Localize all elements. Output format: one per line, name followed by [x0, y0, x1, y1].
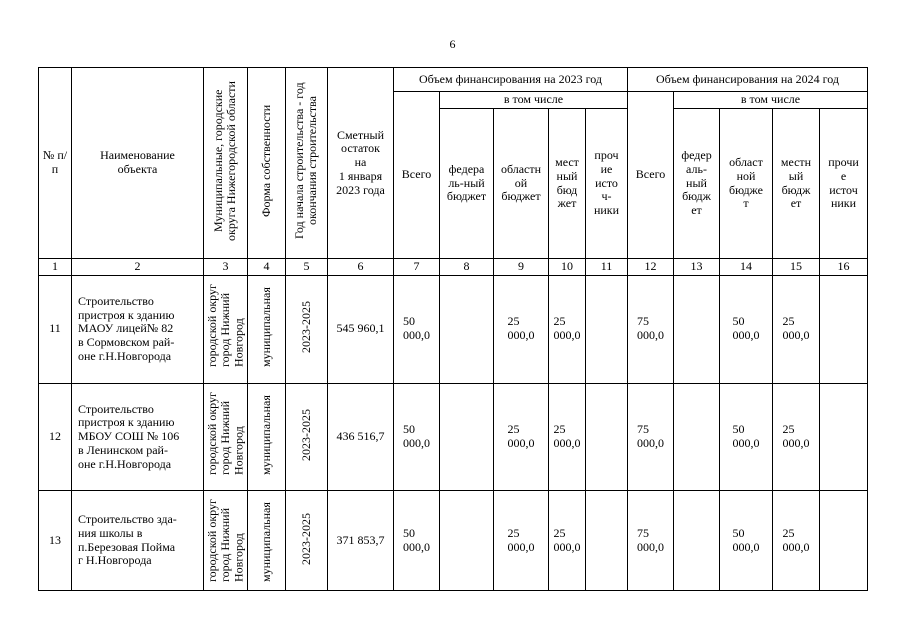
- amount-fed-2023: [440, 275, 494, 383]
- amount-line: 000,0: [732, 328, 760, 343]
- object-name-line: МАОУ лицей№ 82: [78, 321, 174, 336]
- header-no: № п/п: [39, 68, 72, 259]
- column-number: 4: [248, 259, 286, 276]
- municipality-line: город Нижний: [218, 508, 233, 583]
- object-name-line: пристроя к зданию: [78, 307, 175, 322]
- municipality: [204, 383, 248, 491]
- header-balance-line: остаток: [341, 141, 380, 156]
- header-other-2024: [820, 109, 868, 259]
- amount-reg-2024: [720, 383, 773, 491]
- header-federal-2023: [440, 109, 494, 259]
- amount-line: 000,0: [782, 539, 810, 554]
- header-line: источ: [829, 182, 858, 197]
- amount-line: 000,0: [637, 328, 664, 343]
- header-line: е: [840, 168, 847, 183]
- amount-line: 25: [507, 422, 520, 437]
- object-name-line: п.Березовая Пойма: [78, 539, 176, 554]
- column-number: 6: [328, 259, 394, 276]
- object-name-line: МБОУ СОШ № 106: [78, 429, 180, 444]
- header-line: исто: [595, 175, 618, 190]
- object-name-line: в Ленинском рай-: [78, 442, 168, 457]
- column-numbers-row: [39, 259, 868, 276]
- amount-loc-2023: [549, 275, 586, 383]
- amount-line: 000,0: [403, 328, 430, 343]
- amount-line: 000,0: [782, 435, 810, 450]
- object-name-line: Строительство зда-: [78, 512, 177, 527]
- amount-loc-2024: [773, 491, 820, 591]
- object-name-line: оне г.Н.Новгорода: [78, 348, 172, 363]
- estimated-balance: 436 516,7: [328, 383, 394, 491]
- header-line: проч: [594, 148, 619, 163]
- amount-line: 50: [732, 314, 745, 329]
- amount-line: 75: [637, 422, 649, 437]
- header-balance-line: на: [354, 155, 367, 170]
- ownership: [248, 383, 286, 491]
- object-name-line: Строительство: [78, 401, 154, 416]
- header-line: ет: [790, 196, 802, 211]
- header-balance-line: Сметный: [336, 127, 385, 142]
- header-federal-2024: [674, 109, 720, 259]
- page-number: 6: [449, 37, 456, 51]
- amount-line: 25: [507, 314, 520, 329]
- object-name-line: г Н.Новгорода: [78, 553, 152, 568]
- amount-oth-2024: [820, 275, 868, 383]
- municipality-line: город Нижний: [218, 292, 233, 367]
- table-row: [39, 275, 868, 383]
- header-line: жет: [557, 196, 577, 211]
- amount-line: 000,0: [403, 539, 430, 554]
- header-line: федера: [448, 161, 485, 176]
- header-balance-line: 1 января: [338, 168, 383, 183]
- header-line: ет: [691, 203, 702, 218]
- header-line: ники: [830, 196, 857, 211]
- header-line: ники: [593, 203, 620, 218]
- table-row: [39, 383, 868, 491]
- header-line: ный: [686, 175, 707, 190]
- amount-line: 000,0: [637, 539, 664, 554]
- amount-line: 50: [732, 525, 745, 540]
- header-regional-2024: [720, 109, 773, 259]
- amount-loc-2024: [773, 275, 820, 383]
- construction-years: [286, 275, 328, 383]
- amount-line: 25: [553, 422, 566, 437]
- column-number: 8: [440, 259, 494, 276]
- column-number: 7: [394, 259, 440, 276]
- header-line: бюдж: [682, 189, 711, 204]
- amount-line: 50: [403, 422, 415, 437]
- financing-table: [38, 67, 868, 591]
- header-line: федер: [681, 148, 712, 163]
- ownership: [248, 491, 286, 591]
- object-name-line: оне г.Н.Новгорода: [78, 456, 172, 471]
- municipality: [204, 491, 248, 591]
- column-number: 13: [674, 259, 720, 276]
- header-line: бюд: [556, 182, 578, 197]
- column-number: 3: [204, 259, 248, 276]
- column-number: 9: [494, 259, 549, 276]
- amount-line: 50: [403, 314, 415, 329]
- amount-total-2024: [628, 491, 674, 591]
- estimated-balance: 371 853,7: [328, 491, 394, 591]
- column-number: 12: [628, 259, 674, 276]
- amount-reg-2023: [494, 491, 549, 591]
- ownership-text: муниципальная: [258, 287, 273, 367]
- ownership: [248, 275, 286, 383]
- construction-years: [286, 383, 328, 491]
- header-line: бюдже: [728, 182, 764, 197]
- municipality-line: город Нижний: [218, 400, 233, 475]
- header-line: местн: [780, 154, 812, 169]
- header-line: мест: [555, 154, 579, 169]
- header-including-2023: в том числе: [440, 92, 628, 109]
- header-line: ч-: [601, 189, 612, 204]
- header-ownership: Форма собственности: [248, 68, 286, 259]
- header-line: бюдж: [781, 182, 811, 197]
- amount-line: 25: [782, 314, 795, 329]
- amount-loc-2023: [549, 491, 586, 591]
- amount-loc-2024: [773, 383, 820, 491]
- header-regional-2023: [494, 109, 549, 259]
- amount-fed-2024: [674, 383, 720, 491]
- ownership-text: муниципальная: [258, 394, 273, 475]
- header-line: област: [729, 154, 763, 169]
- amount-line: 000,0: [403, 435, 430, 450]
- header-local-2024: [773, 109, 820, 259]
- header-municipality: Муниципальные, городские округа Нижегородской области: [204, 68, 248, 259]
- header-line: аль-: [686, 161, 707, 176]
- amount-line: 000,0: [553, 328, 581, 343]
- header-line: ной: [736, 168, 756, 183]
- years-text: 2023-2025: [298, 409, 313, 462]
- amount-line: 25: [782, 422, 795, 437]
- header-total-2023: Всего: [394, 92, 440, 259]
- amount-line: 000,0: [782, 328, 810, 343]
- object-name: [72, 275, 204, 383]
- header-local-2023: [549, 109, 586, 259]
- column-number: 1: [39, 259, 72, 276]
- header-line: ой: [514, 175, 528, 190]
- amount-line: 25: [553, 525, 566, 540]
- header-line: областн: [500, 161, 542, 176]
- municipality-line: городской округ: [205, 391, 219, 475]
- column-number: 5: [286, 259, 328, 276]
- row-number: 11: [39, 275, 72, 383]
- amount-line: 25: [782, 525, 795, 540]
- amount-fed-2024: [674, 275, 720, 383]
- header-years: Год начала строительства - год окончания строительства: [286, 68, 328, 259]
- header-including-2024: в том числе: [674, 92, 868, 109]
- header-balance-line: 2023 года: [336, 182, 385, 197]
- amount-total-2023: [394, 491, 440, 591]
- amount-reg-2024: [720, 275, 773, 383]
- amount-total-2023: [394, 383, 440, 491]
- header-line: бюджет: [446, 189, 487, 204]
- amount-line: 000,0: [507, 435, 535, 450]
- row-number: 12: [39, 383, 72, 491]
- column-number: 2: [72, 259, 204, 276]
- amount-line: 50: [403, 525, 415, 540]
- amount-oth-2024: [820, 491, 868, 591]
- amount-line: 25: [553, 314, 566, 329]
- table-row: [39, 491, 868, 591]
- municipality-line: городской округ: [205, 283, 219, 367]
- amount-line: 000,0: [553, 539, 581, 554]
- amount-oth-2023: [586, 275, 628, 383]
- column-number: 15: [773, 259, 820, 276]
- amount-line: 000,0: [507, 539, 535, 554]
- estimated-balance: 545 960,1: [328, 275, 394, 383]
- construction-years: [286, 491, 328, 591]
- years-text: 2023-2025: [298, 512, 313, 565]
- object-name: [72, 383, 204, 491]
- column-number: 14: [720, 259, 773, 276]
- ownership-text: муниципальная: [258, 502, 273, 583]
- amount-oth-2023: [586, 491, 628, 591]
- column-number: 11: [586, 259, 628, 276]
- amount-fed-2023: [440, 383, 494, 491]
- column-number: 16: [820, 259, 868, 276]
- municipality-line: Новгород: [231, 318, 246, 367]
- header-line: т: [743, 196, 749, 211]
- amount-line: 50: [732, 422, 745, 437]
- amount-fed-2024: [674, 491, 720, 591]
- amount-line: 75: [637, 525, 649, 540]
- header-line: ль-ный: [448, 175, 485, 190]
- amount-line: 000,0: [732, 539, 760, 554]
- header-line: бюджет: [501, 189, 541, 204]
- amount-total-2024: [628, 383, 674, 491]
- header-line: ный: [556, 168, 578, 183]
- amount-total-2023: [394, 275, 440, 383]
- amount-reg-2024: [720, 491, 773, 591]
- header-balance: [328, 68, 394, 259]
- amount-reg-2023: [494, 275, 549, 383]
- amount-fed-2023: [440, 491, 494, 591]
- municipality: [204, 275, 248, 383]
- amount-total-2024: [628, 275, 674, 383]
- header-line: ый: [788, 168, 804, 183]
- amount-loc-2023: [549, 383, 586, 491]
- amount-line: 000,0: [553, 435, 581, 450]
- object-name-line: в Сормовском рай-: [78, 335, 175, 350]
- amount-line: 75: [637, 314, 649, 329]
- header-line: прочи: [828, 154, 859, 169]
- municipality-line: Новгород: [231, 425, 246, 475]
- header-total-2024: Всего: [628, 92, 674, 259]
- object-name: [72, 491, 204, 591]
- object-name-line: ния школы в: [78, 525, 143, 540]
- amount-line: 000,0: [507, 328, 535, 343]
- object-name-line: пристроя к зданию: [78, 415, 175, 430]
- years-text: 2023-2025: [298, 301, 313, 354]
- row-number: 13: [39, 491, 72, 591]
- header-group-2023: Объем финансирования на 2023 год: [394, 68, 628, 92]
- header-other-2023: [586, 109, 628, 259]
- amount-oth-2023: [586, 383, 628, 491]
- amount-oth-2024: [820, 383, 868, 491]
- header-line: ие: [600, 161, 613, 176]
- amount-reg-2023: [494, 383, 549, 491]
- header-name: Наименование объекта: [72, 68, 204, 259]
- amount-line: 000,0: [732, 435, 760, 450]
- municipality-line: городской округ: [205, 499, 219, 583]
- object-name-line: Строительство: [78, 293, 154, 308]
- amount-line: 000,0: [637, 435, 664, 450]
- municipality-line: Новгород: [231, 533, 246, 583]
- amount-line: 25: [507, 525, 520, 540]
- header-group-2024: Объем финансирования на 2024 год: [628, 68, 868, 92]
- column-number: 10: [549, 259, 586, 276]
